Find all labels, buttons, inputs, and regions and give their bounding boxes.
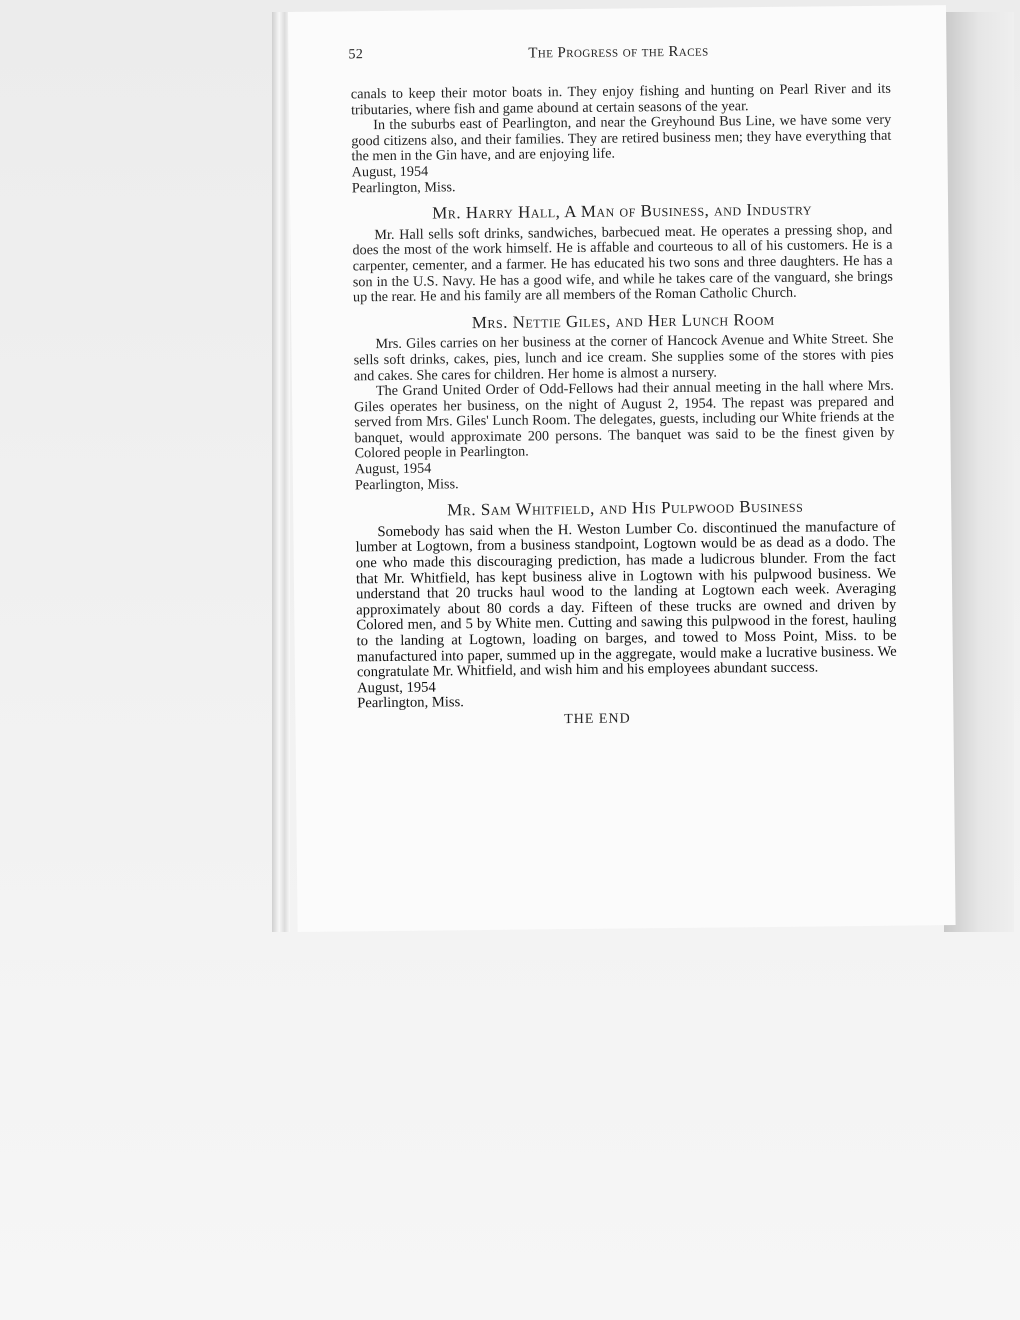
book-page [288,5,956,932]
intro-place: Pearlington, Miss. [351,178,456,196]
intro-paragraph-2: In the suburbs east of Pearlington, and near the Greyhound Bus Line, we have some very good citizens also, and their families. They are retired business men; they have everything that the men in the Gin have, and are enjoying life. [351,111,892,165]
book-spine-edge [272,12,290,932]
page-body [351,82,898,730]
giles-paragraph-1: Mrs. Giles carries on her business at the corner of Hancock Avenue and White Street. She sells soft drinks, cakes, pies, lunch and ice cream. She supplies some of the stores with pies and cakes. She cares for children. Her home is almost a nursery. [353,330,894,384]
giles-paragraph-2: The Grand United Order of Odd-Fellows had their annual meeting in the hall where Mrs. Giles operates her business, on the night of August 2, 1954. The repast was prepared and served from Mrs. Giles' Lunch Room. The delegates, guests, including our White friends at the banquet, would approximate 200 persons. The banquet was said to be the finest given by Colored people in Pearlington. [354,377,895,462]
giles-place: Pearlington, Miss. [354,475,459,493]
page-header [348,42,888,63]
page-number: 52 [348,47,364,63]
giles-date: August, 1954 [354,460,432,478]
section-heading-giles: Mrs. Nettie Giles, and Her Lunch Room [471,309,775,332]
whitfield-paragraph-1: Somebody has said when the H. Weston Lumber Co. discontinued the manufacture of lumber at Logtown, from a business standpoint, Logtown would be as dead as a dodo. The one who made this discouraging prediction, has made a ludicrous blunder. From the fact that Mr. Whitfield, has kept business alive in Logtown with his pulpwood business. We understand that 20 trucks haul wood to the landing at Logtown each week. Averaging approximately about 80 cords a day. Fifteen of these trucks are owned and driven by Colored men, and 5 by White men. Cutting and sawing this pulpwood in the forest, hauling to the landing at Logtown, loading on barges, and towed to Moss Point, Miss. to be manufactured into paper, summed up in the aggregate, would make a lucrative business. We congratulate Mr. Whitfield, and wish him and his employees abundant success. [355,518,897,681]
running-title: The Progress of the Races [528,43,709,62]
whitfield-date: August, 1954 [356,679,436,697]
section-heading-hall: Mr. Harry Hall, A Man of Business, and Industry [432,199,813,223]
hall-paragraph-1: Mr. Hall sells soft drinks, sandwiches, barbecued meat. He operates a pressing shop, and does the most of the work himself. He is affable and courteous to all of his customers. He is a carpenter, cementer, and a farmer. He has educated his two sons and three daughters. He has a son in the U.S. Navy. He has a good wife, and while he takes care of the vanguard, she brings up the rear. He and his family are all members of the Roman Catholic Church. [352,221,893,306]
the-end-label: THE END [564,711,631,728]
whitfield-place: Pearlington, Miss. [357,694,464,712]
section-heading-whitfield: Mr. Sam Whitfield, and His Pulpwood Business [447,496,804,520]
intro-date: August, 1954 [351,163,429,181]
page-right-shadow [944,12,1014,932]
intro-paragraph-1: canals to keep their motor boats in. They enjoy fishing and hunting on Pearl River and its tributaries, where fish and game abound at certain seasons of the year. [350,80,891,118]
